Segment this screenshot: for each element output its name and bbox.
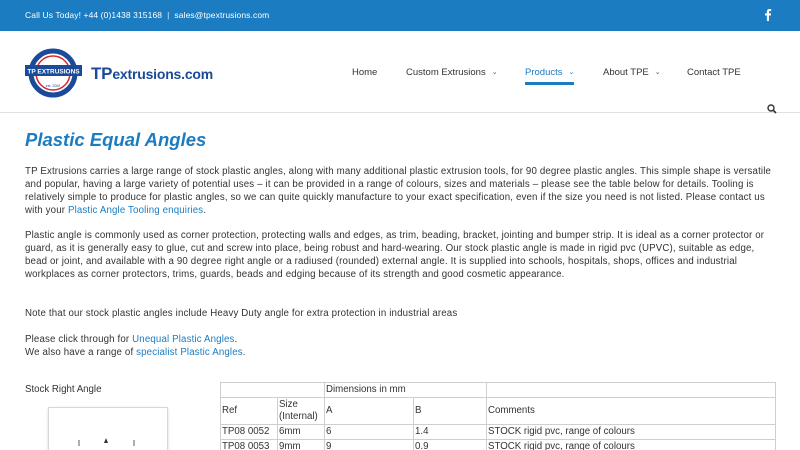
table-cell: STOCK rigid pvc, range of colours xyxy=(487,425,776,440)
angles-table xyxy=(220,382,776,450)
column-header: Comments xyxy=(487,398,776,425)
unequal-angles-link[interactable]: Unequal Plastic Angles xyxy=(132,334,235,345)
nav-label: Contact TPE xyxy=(687,67,741,78)
angle-drawing-image[interactable] xyxy=(48,407,168,450)
stock-right-angle-label: Stock Right Angle xyxy=(25,384,102,395)
nav-active-indicator xyxy=(525,82,574,85)
nav-item-products[interactable] xyxy=(525,67,574,78)
paragraph-text: TP Extrusions carries a large range of stock plastic angles, along with many additional plastic extrusion tools, for 90 degree plastic angles. This simple shape is versatile and popular, having a large variety of potential uses – it can be provided in a range of colours, sizes and materials – please see the table below for details. Tooling is relatively simple to produce for plastic angles, so we can quite quickly manufacture to your exact specification, even if the size you need is not listed. Please contact us with your xyxy=(25,166,772,216)
nav-label: Home xyxy=(352,67,378,78)
logo-domain: extrusions.com xyxy=(112,66,214,82)
heavy-duty-note: Note that our stock plastic angles include Heavy Duty angle for extra protection in industrial areas xyxy=(25,308,458,319)
nav-item-contact[interactable] xyxy=(687,67,741,78)
svg-text:est. 2000: est. 2000 xyxy=(45,84,61,88)
phone-text: Call Us Today! +44 (0)1438 315168 xyxy=(25,10,163,20)
usage-paragraph: Plastic angle is commonly used as corner protection, protecting walls and edges, as trim, beading, bracket, jointing and bumper strip. It is ideal as a corner protector or guard, as it is generally easy to glue, cut and screw into place, being robust and hard-wearing. Our stock plastic angle is made in rigid pvc (UPVC), suitable as edge, bead or joint, and available with a 90 degree right angle or a radiused (rounded) external angle. It is supplied into schools, hospitals, shops, offices and industrial workplaces as corner protectors, trims, guards, beads and edging because of its strength and good cosmetic appearance. xyxy=(25,230,765,280)
table-row xyxy=(221,440,776,450)
nav-label: Custom Extrusions xyxy=(406,67,486,78)
specialist-angles-paragraph xyxy=(25,346,777,359)
column-header: A xyxy=(325,398,414,425)
table-cell: 9mm xyxy=(278,440,325,450)
email-link[interactable]: sales@tpextrusions.com xyxy=(174,10,270,20)
intro-paragraph xyxy=(25,165,777,217)
separator: | xyxy=(167,10,170,20)
angle-diagram-icon xyxy=(49,408,167,450)
table-cell: 9 xyxy=(325,440,414,450)
dimensions-header: Dimensions in mm xyxy=(325,383,487,398)
nav-item-about[interactable] xyxy=(603,67,661,78)
table-cell: TP08 0053 xyxy=(221,440,278,450)
paragraph-text: Please click through for xyxy=(25,334,133,345)
main-nav xyxy=(0,67,800,87)
logo-tp: TP xyxy=(91,64,113,83)
nav-item-custom-extrusions[interactable] xyxy=(406,67,498,78)
nav-label: Products xyxy=(525,67,563,78)
page-title: Plastic Equal Angles xyxy=(25,129,207,150)
nav-item-home[interactable] xyxy=(352,67,377,78)
paragraph-end: . xyxy=(203,205,207,216)
contact-info xyxy=(25,10,269,20)
paragraph-text: We also have a range of xyxy=(25,347,137,358)
table-cell: 1.4 xyxy=(414,425,487,440)
chevron-down-icon: ⌄ xyxy=(654,69,661,76)
site-header xyxy=(0,31,800,113)
column-header: Size (Internal) xyxy=(278,398,325,425)
nav-label: About TPE xyxy=(603,67,649,78)
column-header: Ref xyxy=(221,398,278,425)
svg-text:TP EXTRUSIONS: TP EXTRUSIONS xyxy=(27,68,80,76)
facebook-icon[interactable] xyxy=(764,9,772,21)
table-cell xyxy=(487,383,776,398)
table-row xyxy=(221,425,776,440)
table-cell: 6mm xyxy=(278,425,325,440)
table-cell xyxy=(221,383,325,398)
table-cell: 0.9 xyxy=(414,440,487,450)
specialist-angles-link[interactable]: specialist Plastic Angles xyxy=(136,347,243,358)
search-icon[interactable] xyxy=(767,104,777,114)
table-cell: 6 xyxy=(325,425,414,440)
paragraph-end: . xyxy=(242,347,246,358)
chevron-down-icon: ⌄ xyxy=(568,69,575,76)
paragraph-end: . xyxy=(234,334,238,345)
column-header: B xyxy=(414,398,487,425)
chevron-down-icon: ⌄ xyxy=(491,69,498,76)
top-bar xyxy=(0,0,800,31)
tooling-enquiries-link[interactable]: Plastic Angle Tooling enquiries xyxy=(67,205,204,216)
table-header-row xyxy=(221,398,776,425)
table-cell: STOCK rigid pvc, range of colours xyxy=(487,440,776,450)
table-cell: TP08 0052 xyxy=(221,425,278,440)
unequal-angles-paragraph xyxy=(25,333,777,346)
table-group-header-row xyxy=(221,383,776,398)
